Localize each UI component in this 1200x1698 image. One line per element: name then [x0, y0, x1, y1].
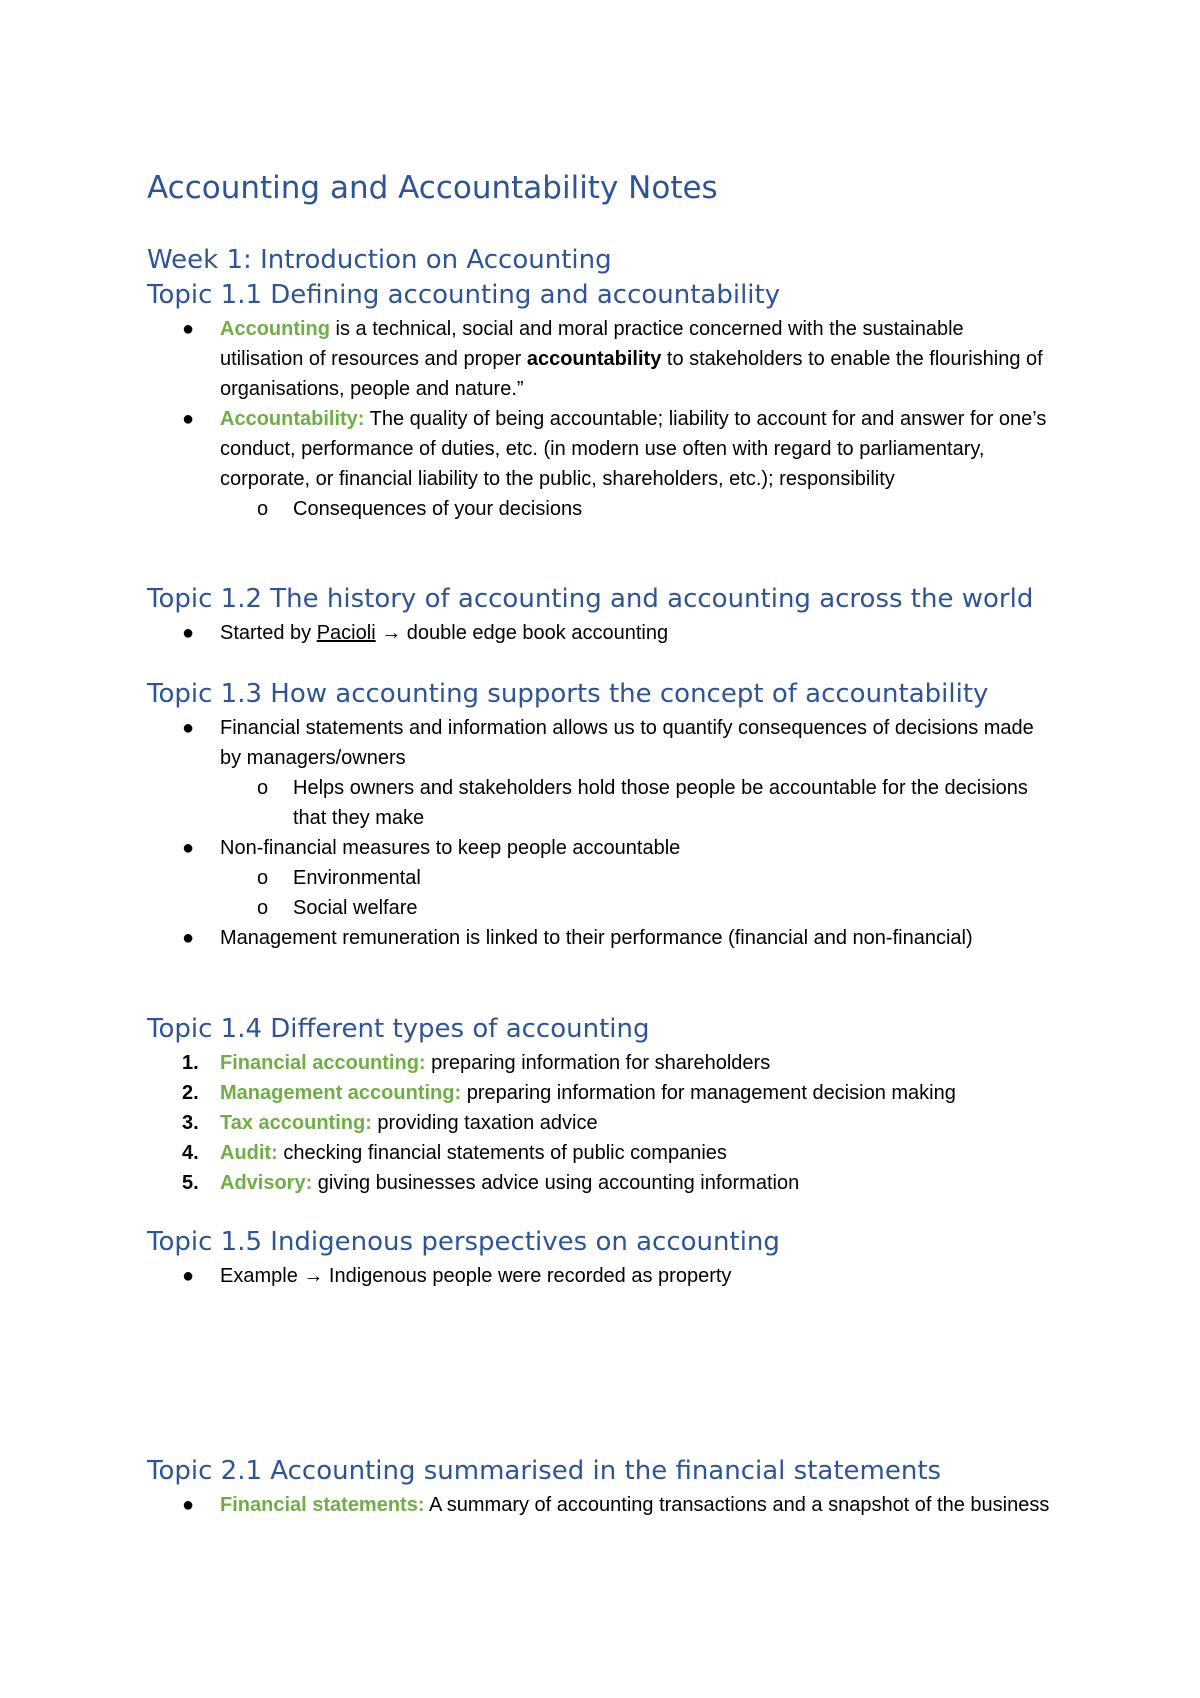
bullet-icon: ● [182, 622, 195, 644]
list-item [0, 923, 1050, 953]
item-text: Non-financial measures to keep people accountable [220, 837, 681, 859]
week-1-heading: Week 1: Introduction on Accounting [147, 245, 612, 275]
item-text: Management remuneration is linked to their performance (financial and non-financial) [220, 927, 973, 949]
item-text: A summary of accounting transactions and a snapshot of the business [424, 1494, 1050, 1516]
list-item [0, 1261, 1050, 1291]
numbered-item [0, 1108, 1050, 1138]
topic-1-1-heading: Topic 1.1 Defining accounting and accountability [147, 280, 781, 310]
item-text: checking financial statements of public companies [277, 1142, 727, 1164]
topic-2-1-heading: Topic 2.1 Accounting summarised in the financial statements [147, 1456, 942, 1486]
term-advisory: Advisory: [220, 1172, 313, 1194]
numbered-item [0, 1048, 1050, 1078]
term-financial-accounting: Financial accounting: [220, 1052, 426, 1074]
sub-item-text: Helps owners and stakeholders hold those people be accountable for the decisions that they make [293, 777, 1028, 829]
item-number: 2. [182, 1082, 199, 1104]
numbered-item [0, 1138, 1050, 1168]
sub-list [220, 773, 1050, 833]
item-text: preparing information for shareholders [425, 1052, 771, 1074]
list-item [0, 618, 1050, 648]
item-text: double edge book accounting [401, 622, 669, 644]
term-audit: Audit: [220, 1142, 278, 1164]
item-text: preparing information for management decision making [461, 1082, 956, 1104]
topic-1-2-list [0, 618, 1200, 648]
sub-bullet-icon: o [257, 777, 269, 799]
sub-bullet-icon: o [257, 498, 269, 520]
bullet-icon: ● [182, 837, 195, 859]
sub-item-text: Consequences of your decisions [293, 498, 583, 520]
topic-1-2-heading: Topic 1.2 The history of accounting and accounting across the world [147, 584, 1034, 614]
bullet-icon: ● [182, 408, 195, 430]
numbered-item [0, 1168, 1050, 1198]
bold-term-accountability: accountability [526, 348, 662, 370]
list-item [0, 1490, 1050, 1520]
term-tax-accounting: Tax accounting: [220, 1112, 372, 1134]
bullet-icon: ● [182, 1494, 195, 1516]
bullet-icon: ● [182, 717, 195, 739]
term-management-accounting: Management accounting: [220, 1082, 462, 1104]
sub-list-item [220, 773, 1033, 833]
arrow-right-icon: → [297, 1265, 324, 1287]
item-text: giving businesses advice using accounting information [312, 1172, 800, 1194]
sub-list [220, 863, 1050, 923]
list-item [0, 833, 1050, 923]
definition-text: to stakeholders to enable the flourishing of organisations, people and nature.” [220, 348, 1043, 400]
topic-1-5-heading: Topic 1.5 Indigenous perspectives on accounting [147, 1227, 780, 1257]
sub-list-item [220, 494, 1033, 524]
pacioli-link[interactable]: Pacioli [316, 622, 376, 644]
term-financial-statements: Financial statements: [220, 1494, 425, 1516]
topic-1-1-list [0, 314, 1200, 524]
list-item [0, 404, 1050, 524]
topic-2-1-list [0, 1490, 1200, 1520]
item-text: Indigenous people were recorded as property [323, 1265, 732, 1287]
item-number: 4. [182, 1142, 199, 1164]
item-text: Started by [220, 622, 317, 644]
numbered-item [0, 1078, 1050, 1108]
term-accountability: Accountability: [220, 408, 365, 430]
item-text: Financial statements and information allows us to quantify consequences of decisions made by managers/owners [220, 717, 1034, 769]
sub-item-text: Environmental [293, 867, 421, 889]
sub-item-text: Social welfare [293, 897, 418, 919]
item-number: 3. [182, 1112, 199, 1134]
item-number: 5. [182, 1172, 199, 1194]
sub-list-item [220, 893, 1033, 923]
item-text: Example [220, 1265, 298, 1287]
list-item [0, 713, 1050, 833]
sub-list [220, 494, 1050, 524]
definition-text: The quality of being accountable; liability to account for and answer for one’s conduct, performance of duties, etc. (in modern use often with regard to parliamentary, corporate, or financial liability to the public, shareholders, etc.); responsibility [220, 408, 1047, 490]
bullet-icon: ● [182, 927, 195, 949]
topic-1-5-list [0, 1261, 1200, 1291]
topic-1-3-list [0, 713, 1200, 953]
list-item [0, 314, 1050, 404]
bullet-icon: ● [182, 1265, 195, 1287]
definition-text: is a technical, social and moral practice concerned with the sustainable utilisation of resources and proper [220, 318, 964, 370]
sub-list-item [220, 863, 1033, 893]
sub-bullet-icon: o [257, 897, 269, 919]
topic-1-4-list [0, 1048, 1200, 1198]
item-text: providing taxation advice [371, 1112, 598, 1134]
item-number: 1. [182, 1052, 199, 1074]
arrow-right-icon: → [375, 622, 402, 644]
document-title: Accounting and Accountability Notes [147, 170, 718, 206]
topic-1-4-heading: Topic 1.4 Different types of accounting [147, 1014, 650, 1044]
term-accounting: Accounting [220, 318, 330, 340]
sub-bullet-icon: o [257, 867, 269, 889]
topic-1-3-heading: Topic 1.3 How accounting supports the concept of accountability [147, 679, 989, 709]
bullet-icon: ● [182, 318, 195, 340]
